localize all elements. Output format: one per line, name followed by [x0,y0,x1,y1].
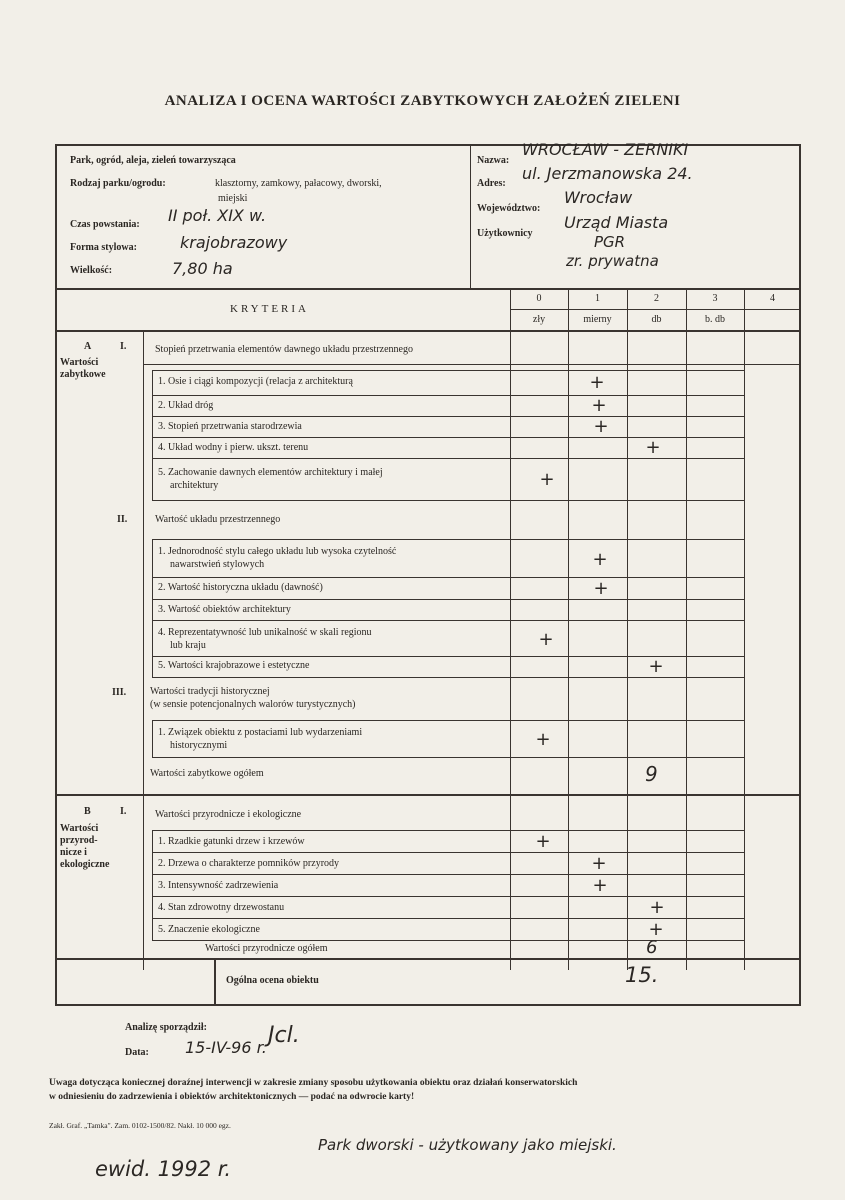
mark-a1-1: + [589,372,605,393]
date-label: Data: [125,1047,149,1058]
prepared-label: Analizę sporządził: [125,1022,207,1033]
section-a-bottom [55,794,801,796]
name-label: Nazwa: [477,155,510,166]
mark-b-3: + [592,875,608,896]
row-line [152,395,744,396]
score-label-2: db [651,314,662,325]
section-b-total-label: Wartości przyrodnicze ogółem [205,943,328,954]
mark-b-1: + [535,831,551,852]
score-0: 0 [536,293,542,304]
kind-options-2: miejski [218,193,248,204]
group1-item-2: 2. Układ dróg [158,400,214,411]
mark-a1-3: + [593,416,609,437]
style-label: Forma stylowa: [70,242,137,253]
score-4: 4 [770,293,775,304]
category-column-line [143,330,144,970]
name-value: WROCŁAW - ZERNIKI [522,140,689,159]
section-b-name-2: przyrod- [60,835,98,846]
score-1: 1 [595,293,600,304]
overall-label: Ogólna ocena obiektu [226,975,319,986]
group1-item-5: 5. Zachowanie dawnych elementów architektury i małej [158,467,383,478]
document-title: ANALIZA I OCENA WARTOŚCI ZABYTKOWYCH ZAŁOŻEŃ ZIELENI [164,93,681,109]
section-a-total-label: Wartości zabytkowe ogółem [150,768,264,779]
group3-item-1: 1. Związek obiektu z postaciami lub wydarzeniami [158,727,363,738]
users-label: Użytkownicy [477,228,533,239]
print-info: Zakł. Graf. „Tamka". Zam. 0102-1500/82. Nakł. 10 000 egz. [49,1121,231,1130]
section-a-numeral: I. [120,341,127,352]
section-b-name-3: nicze i [60,847,87,858]
row-line [152,577,744,578]
group2-item-5: 5. Wartości krajobrazowe i estetyczne [158,660,310,671]
section-b-item-3: 3. Intensywność zadrzewienia [158,880,279,891]
section-b-group-title: Wartości przyrodnicze i ekologiczne [155,809,302,820]
address-value: ul. Jerzmanowska 24. [522,164,693,183]
row-line [152,416,744,417]
form-frame [55,144,801,1006]
section-b-letter: B [84,806,91,817]
section-a-name: Wartości zabytkowe [60,357,106,380]
mark-a2-4: + [538,629,554,650]
group1-items-left [152,370,153,500]
section-b-name-4: ekologiczne [60,859,110,870]
time-label: Czas powstania: [70,219,140,230]
date-value: 15-IV-96 r. [185,1038,267,1057]
group1-item-4: 4. Układ wodny i pierw. ukszt. terenu [158,442,309,453]
section-b-items-left [152,830,153,940]
col-line-1 [568,288,569,970]
mark-b-2: + [591,853,607,874]
mark-b-4: + [649,897,665,918]
note-line-1: Uwaga dotycząca koniecznej doraźnej interwencji w zakresie zmiany sposobu użytkowania obiektu oraz działań konserwatorskich [49,1078,578,1088]
group2-item-4-cont: lub kraju [170,640,206,651]
col-line-3 [686,288,687,970]
group3-numeral: III. [112,687,127,698]
province-label: Województwo: [477,203,541,214]
row-line [152,757,744,758]
size-value: 7,80 ha [172,259,233,278]
criteria-header-bottom [55,330,801,332]
score-2: 2 [654,293,659,304]
users-value-1: Urząd Miasta [564,213,669,232]
group1-item-3: 3. Stopień przetrwania starodrzewia [158,421,302,432]
group2-item-1-cont: nawarstwień stylowych [170,559,265,570]
group1-item-5-cont: architektury [170,480,219,491]
section-a-total-value: 9 [645,762,658,786]
score-label-0: zły [532,314,546,325]
row-line [152,599,744,600]
mark-a2-1: + [592,549,608,570]
users-value-3: zr. prywatna [566,252,659,270]
note-line-2: w odniesieniu do zadrzewienia i obiektów architektonicznych — podać na odwrocie karty! [49,1092,415,1102]
kind-options: klasztorny, zamkowy, pałacowy, dworski, [215,178,382,189]
col-line-4 [744,288,745,970]
row-line [152,458,744,459]
score-3: 3 [712,293,718,304]
mark-b-5: + [648,919,664,940]
group3-items-left [152,720,153,757]
row-line [152,620,744,621]
province-value: Wrocław [564,188,633,207]
style-value: krajobrazowy [180,233,288,252]
col-line-2 [627,288,628,970]
row-line [152,539,744,540]
row-line [152,677,744,678]
group2-numeral: II. [117,514,128,525]
time-value: II poł. XIX w. [168,206,267,225]
overall-left-line [214,958,216,1006]
signature: Jcl. [268,1023,300,1048]
score-header-split [510,309,801,310]
row-line [152,852,744,853]
users-value-2: PGR [594,233,626,251]
row-line [152,500,744,501]
header-bottom-line [55,288,801,290]
group2-title: Wartość układu przestrzennego [155,514,281,525]
row-line [152,720,744,721]
col-line-0 [510,288,511,970]
handwritten-note: Park dworski - użytkowany jako miejski. [318,1136,617,1154]
section-b-item-2: 2. Drzewa o charakterze pomników przyrody [158,858,340,869]
group3-title: Wartości tradycji historycznej [150,686,270,697]
score-label-3: b. db [705,314,725,325]
group2-item-2: 2. Wartość historyczna układu (dawność) [158,582,323,593]
mark-a2-5: + [648,656,664,677]
kind-label: Rodzaj parku/ogrodu: [70,178,166,189]
park-type-label: Park, ogród, aleja, zieleń towarzysząca [70,155,236,166]
row-line [152,874,744,875]
group2-item-4: 4. Reprezentatywność lub unikalność w skali regionu [158,627,372,638]
section-b-item-4: 4. Stan zdrowotny drzewostanu [158,902,285,913]
section-a-letter: A [84,341,92,352]
section-b-numeral: I. [120,806,127,817]
mark-a1-2: + [591,395,607,416]
group1-title: Stopień przetrwania elementów dawnego układu przestrzennego [155,344,413,355]
mark-a1-5: + [539,469,555,490]
group3-subtitle: (w sensie potencjonalnych walorów turystycznych) [150,699,356,710]
section-b-name-1: Wartości [60,823,99,834]
group1-title-line [143,364,801,365]
section-b-bottom [55,958,801,960]
score-label-1: mierny [583,314,612,325]
mark-a1-4: + [645,437,661,458]
group1-item-1: 1. Osie i ciągi kompozycji (relacja z architekturą [158,376,353,387]
size-label: Wielkość: [70,265,113,276]
address-label: Adres: [477,178,506,189]
row-line [152,370,744,371]
overall-value: 15. [625,963,659,987]
row-line [152,830,744,831]
section-b-item-5: 5. Znaczenie ekologiczne [158,924,260,935]
section-b-item-1: 1. Rzadkie gatunki drzew i krzewów [158,836,305,847]
handwritten-date: ewid. 1992 r. [95,1157,232,1181]
section-b-total-value: 6 [646,937,658,958]
mark-a3-1: + [535,729,551,750]
group2-item-1: 1. Jednorodność stylu całego układu lub wysoka czytelność [158,546,397,557]
group2-item-3: 3. Wartość obiektów architektury [158,604,291,615]
criteria-label: KRYTERIA [230,303,309,315]
header-divider [470,144,471,288]
mark-a2-2: + [593,578,609,599]
group3-item-1-cont: historycznymi [170,740,228,751]
